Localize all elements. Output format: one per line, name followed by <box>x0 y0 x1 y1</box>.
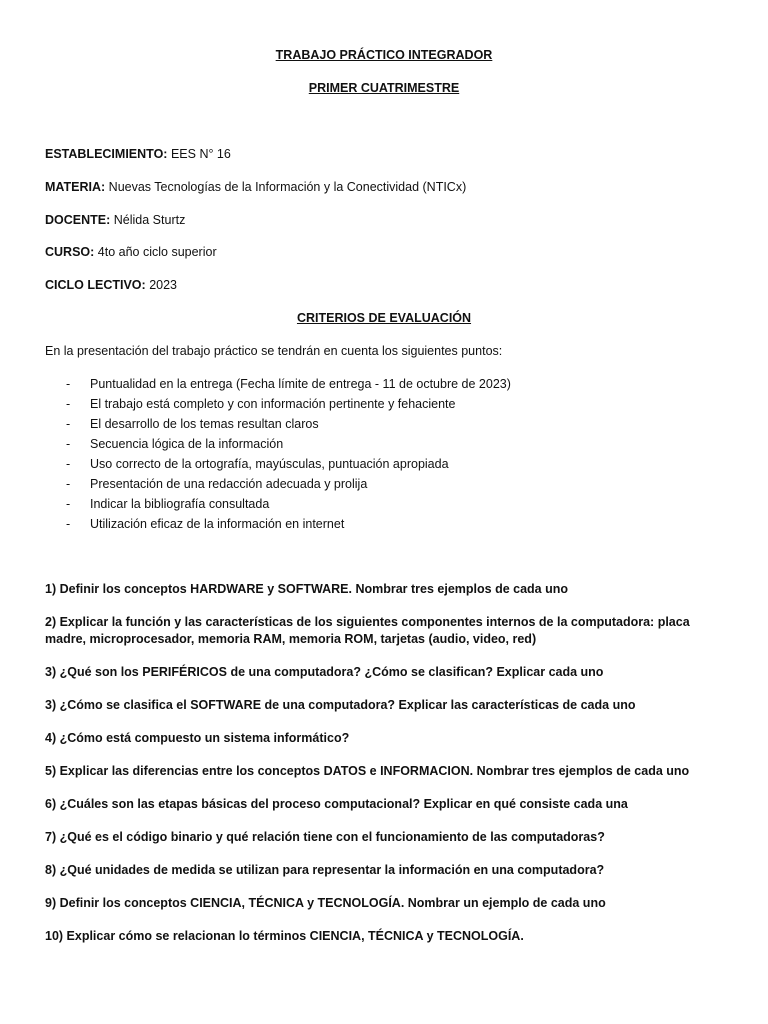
criteria-item-text: Uso correcto de la ortografía, mayúsculas, puntuación apropiada <box>90 457 449 471</box>
field-label: MATERIA: <box>45 180 106 194</box>
bullet-dash: - <box>66 517 71 531</box>
field-value: Nuevas Tecnologías de la Información y la Conectividad (NTICx) <box>108 180 467 194</box>
question-item: 8) ¿Qué unidades de medida se utilizan para representar la información en una computadora? <box>45 863 605 877</box>
criteria-item <box>66 436 511 456</box>
criteria-item-text: Indicar la bibliografía consultada <box>90 497 270 511</box>
question-item: 5) Explicar las diferencias entre los conceptos DATOS e INFORMACION. Nombrar tres ejemplos de cada uno <box>45 764 690 778</box>
criteria-item-text: Presentación de una redacción adecuada y prolija <box>90 477 368 491</box>
criteria-item-text: El trabajo está completo y con información pertinente y fehaciente <box>90 397 456 411</box>
question-item: 9) Definir los conceptos CIENCIA, TÉCNICA y TECNOLOGÍA. Nombrar un ejemplo de cada uno <box>45 896 606 910</box>
bullet-dash: - <box>66 417 71 431</box>
question-item: 2) Explicar la función y las características de los siguientes componentes internos de la computadora: placa madre, microprocesador, memoria RAM, memoria ROM, tarjetas (audio, video, red) <box>45 615 690 646</box>
field-materia <box>45 180 466 194</box>
question-item: 10) Explicar cómo se relacionan lo términos CIENCIA, TÉCNICA y TECNOLOGÍA. <box>45 929 524 943</box>
field-value: 2023 <box>149 278 177 292</box>
question-item: 1) Definir los conceptos HARDWARE y SOFTWARE. Nombrar tres ejemplos de cada uno <box>45 582 569 596</box>
document-title: TRABAJO PRÁCTICO INTEGRADOR <box>275 48 493 62</box>
criteria-item <box>66 416 511 436</box>
questions-list <box>45 581 725 961</box>
bullet-dash: - <box>66 497 71 511</box>
question-item: 4) ¿Cómo está compuesto un sistema informático? <box>45 731 350 745</box>
field-value: EES N° 16 <box>170 147 231 161</box>
bullet-dash: - <box>66 437 71 451</box>
criteria-item-text: Puntualidad en la entrega (Fecha límite de entrega - 11 de octubre de 2023) <box>90 377 511 391</box>
question-item: 3) ¿Cómo se clasifica el SOFTWARE de una computadora? Explicar las características de cada uno <box>45 698 636 712</box>
criteria-item <box>66 396 511 416</box>
criteria-item <box>66 456 511 476</box>
field-label: CICLO LECTIVO: <box>45 278 146 292</box>
criteria-item <box>66 476 511 496</box>
question-item: 7) ¿Qué es el código binario y qué relación tiene con el funcionamiento de las computadoras? <box>45 830 605 844</box>
bullet-dash: - <box>66 377 71 391</box>
field-value: 4to año ciclo superior <box>97 245 217 259</box>
criteria-heading: CRITERIOS DE EVALUACIÓN <box>296 311 472 325</box>
criteria-intro: En la presentación del trabajo práctico se tendrán en cuenta los siguientes puntos: <box>45 344 503 358</box>
field-value: Nélida Sturtz <box>113 213 186 227</box>
bullet-dash: - <box>66 397 71 411</box>
criteria-list <box>66 376 511 536</box>
field-label: ESTABLECIMIENTO: <box>45 147 168 161</box>
bullet-dash: - <box>66 457 71 471</box>
criteria-item <box>66 496 511 516</box>
question-item: 3) ¿Qué son los PERIFÉRICOS de una computadora? ¿Cómo se clasifican? Explicar cada uno <box>45 665 604 679</box>
field-ciclo-lectivo <box>45 278 177 292</box>
criteria-item <box>66 516 511 536</box>
criteria-item-text: Secuencia lógica de la información <box>90 437 284 451</box>
field-curso <box>45 245 217 259</box>
question-item: 6) ¿Cuáles son las etapas básicas del proceso computacional? Explicar en qué consiste cada una <box>45 797 628 811</box>
field-docente <box>45 213 185 227</box>
document-subtitle: PRIMER CUATRIMESTRE <box>308 81 460 95</box>
field-label: DOCENTE: <box>45 213 111 227</box>
bullet-dash: - <box>66 477 71 491</box>
criteria-item <box>66 376 511 396</box>
field-label: CURSO: <box>45 245 95 259</box>
criteria-item-text: Utilización eficaz de la información en internet <box>90 517 345 531</box>
criteria-item-text: El desarrollo de los temas resultan claros <box>90 417 319 431</box>
field-establecimiento <box>45 147 231 161</box>
